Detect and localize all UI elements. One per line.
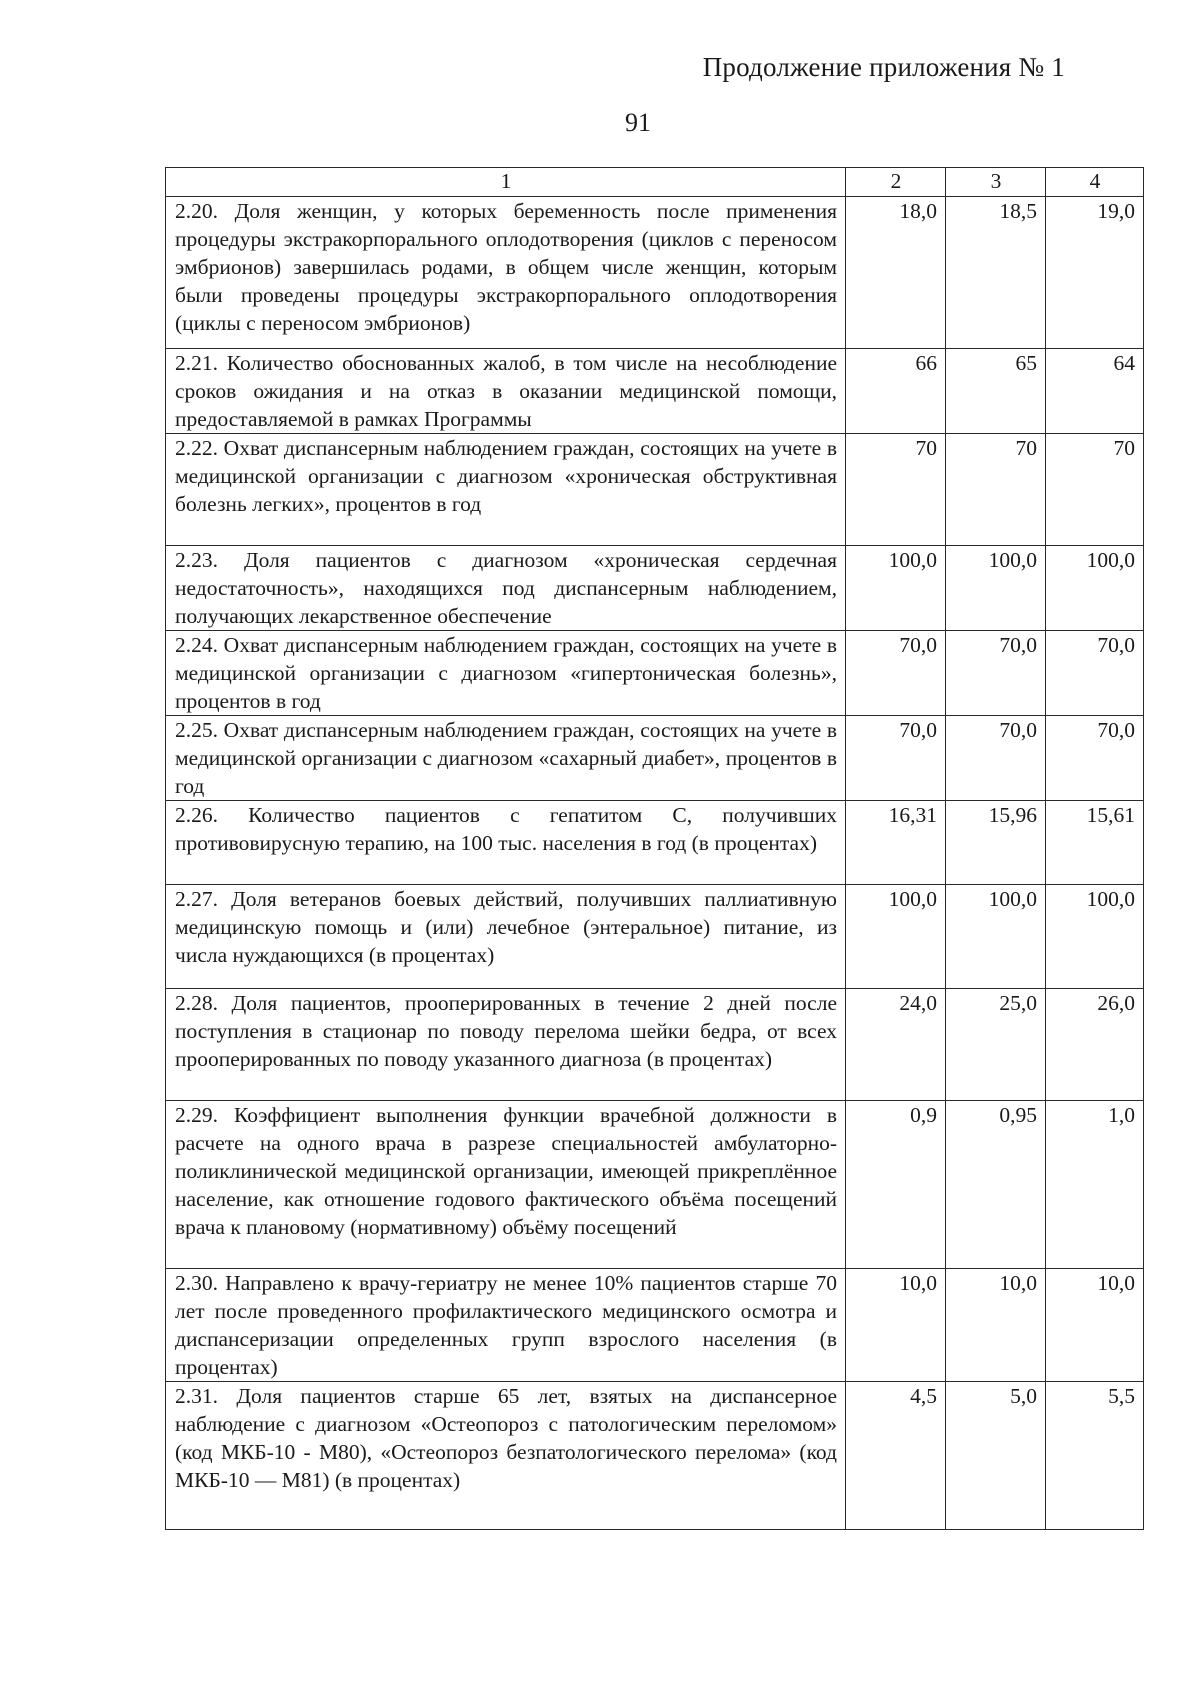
indicator-description: 2.27. Доля ветеранов боевых действий, получивших паллиативную медицинскую помощь и (или) лечебное (энтеральное) питание, из числа нуждающихся (в процентах) — [166, 885, 846, 989]
column-number-2: 2 — [846, 168, 946, 197]
indicator-value-col4: 1,0 — [1046, 1101, 1144, 1269]
indicator-value-col4: 100,0 — [1046, 546, 1144, 631]
indicator-value-col3: 100,0 — [946, 546, 1046, 631]
indicator-value-col4: 64 — [1046, 349, 1144, 434]
table-row — [166, 546, 1144, 631]
table-row — [166, 989, 1144, 1101]
indicator-description: 2.26. Количество пациентов с гепатитом С, получивших противовирусную терапию, на 100 тыс. населения в год (в процентах) — [166, 801, 846, 885]
indicator-value-col2: 100,0 — [846, 885, 946, 989]
indicator-value-col4: 10,0 — [1046, 1269, 1144, 1382]
column-number-1: 1 — [166, 168, 846, 197]
indicator-value-col3: 15,96 — [946, 801, 1046, 885]
indicator-value-col3: 70,0 — [946, 716, 1046, 801]
table-row — [166, 197, 1144, 349]
table-row — [166, 716, 1144, 801]
indicator-description: 2.21. Количество обоснованных жалоб, в том числе на несоблюдение сроков ожидания и на отказ в оказании медицинской помощи, предоставляемой в рамках Программы — [166, 349, 846, 434]
column-number-4: 4 — [1046, 168, 1144, 197]
indicator-value-col4: 70 — [1046, 434, 1144, 546]
continuation-note: Продолжение приложения № 1 — [702, 52, 1065, 82]
indicator-description: 2.30. Направлено к врачу-гериатру не менее 10% пациентов старше 70 лет после проведенного профилактического медицинского осмотра и диспансеризации определенных групп взрослого населения (в процентах) — [166, 1269, 846, 1382]
indicator-value-col3: 70,0 — [946, 631, 1046, 716]
indicator-value-col3: 100,0 — [946, 885, 1046, 989]
indicator-description: 2.28. Доля пациентов, прооперированных в течение 2 дней после поступления в стационар по поводу перелома шейки бедра, от всех прооперированных по поводу указанного диагноза (в процентах) — [166, 989, 846, 1101]
table-row — [166, 434, 1144, 546]
indicator-description: 2.22. Охват диспансерным наблюдением граждан, состоящих на учете в медицинской организации с диагнозом «хроническая обструктивная болезнь легких», процентов в год — [166, 434, 846, 546]
indicator-value-col4: 5,5 — [1046, 1382, 1144, 1530]
indicator-value-col2: 18,0 — [846, 197, 946, 349]
indicator-value-col3: 18,5 — [946, 197, 1046, 349]
indicator-description: 2.23. Доля пациентов с диагнозом «хроническая сердечная недостаточность», находящихся под диспансерным наблюдением, получающих лекарственное обеспечение — [166, 546, 846, 631]
indicator-value-col2: 24,0 — [846, 989, 946, 1101]
indicator-description: 2.24. Охват диспансерным наблюдением граждан, состоящих на учете в медицинской организации с диагнозом «гипертоническая болезнь», процентов в год — [166, 631, 846, 716]
indicators-table — [165, 167, 1144, 1530]
page-number: 91 — [625, 108, 651, 137]
indicator-value-col3: 65 — [946, 349, 1046, 434]
indicator-value-col4: 70,0 — [1046, 631, 1144, 716]
table-row — [166, 801, 1144, 885]
indicator-value-col3: 10,0 — [946, 1269, 1046, 1382]
indicator-value-col2: 16,31 — [846, 801, 946, 885]
indicator-value-col3: 25,0 — [946, 989, 1046, 1101]
table-row — [166, 885, 1144, 989]
table-row — [166, 631, 1144, 716]
table-row — [166, 1269, 1144, 1382]
table-row — [166, 1382, 1144, 1530]
indicator-description: 2.20. Доля женщин, у которых беременность после применения процедуры экстракорпорального оплодотворения (циклов с переносом эмбрионов) завершилась родами, в общем числе женщин, которым были проведены процедуры экстракорпорального оплодотворения (циклы с переносом эмбрионов) — [166, 197, 846, 349]
indicator-value-col2: 10,0 — [846, 1269, 946, 1382]
indicator-value-col3: 70 — [946, 434, 1046, 546]
table-row — [166, 1101, 1144, 1269]
indicator-value-col3: 0,95 — [946, 1101, 1046, 1269]
indicator-value-col4: 100,0 — [1046, 885, 1144, 989]
indicator-value-col2: 66 — [846, 349, 946, 434]
indicator-value-col3: 5,0 — [946, 1382, 1046, 1530]
table-row — [166, 349, 1144, 434]
indicator-value-col4: 15,61 — [1046, 801, 1144, 885]
indicator-value-col2: 100,0 — [846, 546, 946, 631]
indicator-description: 2.29. Коэффициент выполнения функции врачебной должности в расчете на одного врача в разрезе специальностей амбулаторно-поликлинической медицинской организации, имеющей прикреплённое население, как отношение годового фактического объёма посещений врача к плановому (нормативному) объёму посещений — [166, 1101, 846, 1269]
indicator-description: 2.31. Доля пациентов старше 65 лет, взятых на диспансерное наблюдение с диагнозом «Остеопороз с патологическим переломом» (код МКБ-10 - M80), «Остеопороз безпатологического перелома» (код МКБ-10 — M81) (в процентах) — [166, 1382, 846, 1530]
indicator-value-col4: 70,0 — [1046, 716, 1144, 801]
indicator-value-col2: 70,0 — [846, 716, 946, 801]
indicator-value-col2: 0,9 — [846, 1101, 946, 1269]
indicator-description: 2.25. Охват диспансерным наблюдением граждан, состоящих на учете в медицинской организации с диагнозом «сахарный диабет», процентов в год — [166, 716, 846, 801]
indicator-value-col4: 26,0 — [1046, 989, 1144, 1101]
indicator-value-col4: 19,0 — [1046, 197, 1144, 349]
indicator-value-col2: 4,5 — [846, 1382, 946, 1530]
indicator-value-col2: 70 — [846, 434, 946, 546]
column-number-3: 3 — [946, 168, 1046, 197]
column-number-row — [166, 168, 1144, 197]
indicator-value-col2: 70,0 — [846, 631, 946, 716]
